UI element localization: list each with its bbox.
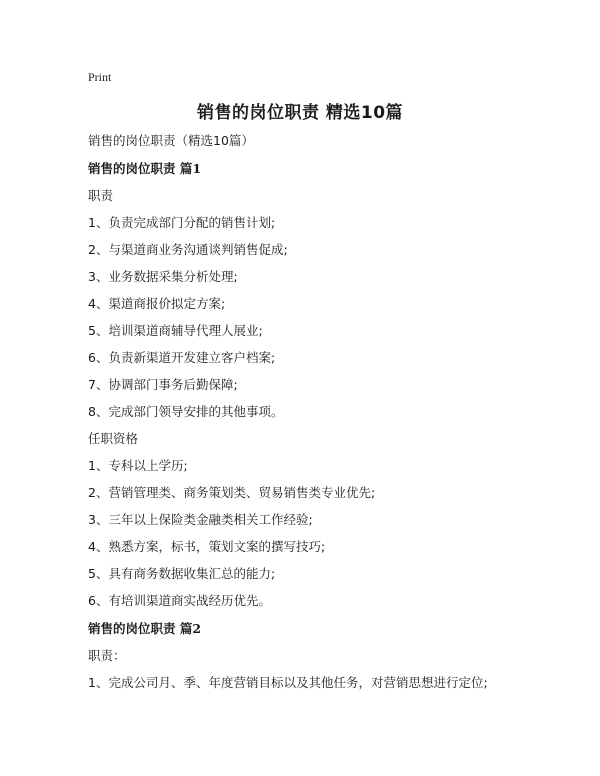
- list-item: 1、完成公司月、季、年度营销目标以及其他任务，对营销思想进行定位;: [88, 675, 488, 690]
- list-item: 2、营销管理类、商务策划类、贸易销售类专业优先;: [88, 485, 376, 500]
- section-heading-1: 销售的岗位职责 篇1: [88, 161, 202, 176]
- section-heading-2: 销售的岗位职责 篇2: [88, 621, 202, 636]
- print-label[interactable]: Print: [88, 70, 112, 84]
- document-subtitle: 销售的岗位职责（精选10篇）: [88, 133, 254, 148]
- list-item: 3、业务数据采集分析处理;: [88, 269, 238, 284]
- list-item: 2、与渠道商业务沟通谈判销售促成;: [88, 242, 288, 257]
- list-item: 4、熟悉方案，标书，策划文案的撰写技巧;: [88, 539, 326, 554]
- qualifications-label: 任职资格: [88, 431, 139, 446]
- list-item: 1、负责完成部门分配的销售计划;: [88, 215, 276, 230]
- list-item: 4、渠道商报价拟定方案;: [88, 296, 226, 311]
- list-item: 5、具有商务数据收集汇总的能力;: [88, 566, 276, 581]
- list-item: 6、有培训渠道商实战经历优先。: [88, 593, 271, 608]
- list-item: 1、专科以上学历;: [88, 458, 188, 473]
- duties-label: 职责: [88, 188, 114, 203]
- list-item: 6、负责新渠道开发建立客户档案;: [88, 350, 276, 365]
- document-title: 销售的岗位职责 精选10篇: [196, 103, 404, 123]
- list-item: 3、三年以上保险类金融类相关工作经验;: [88, 512, 313, 527]
- list-item: 8、完成部门领导安排的其他事项。: [88, 404, 284, 419]
- duties-label: 职责：: [88, 648, 126, 663]
- list-item: 7、协调部门事务后勤保障;: [88, 377, 238, 392]
- list-item: 5、培训渠道商辅导代理人展业;: [88, 323, 263, 338]
